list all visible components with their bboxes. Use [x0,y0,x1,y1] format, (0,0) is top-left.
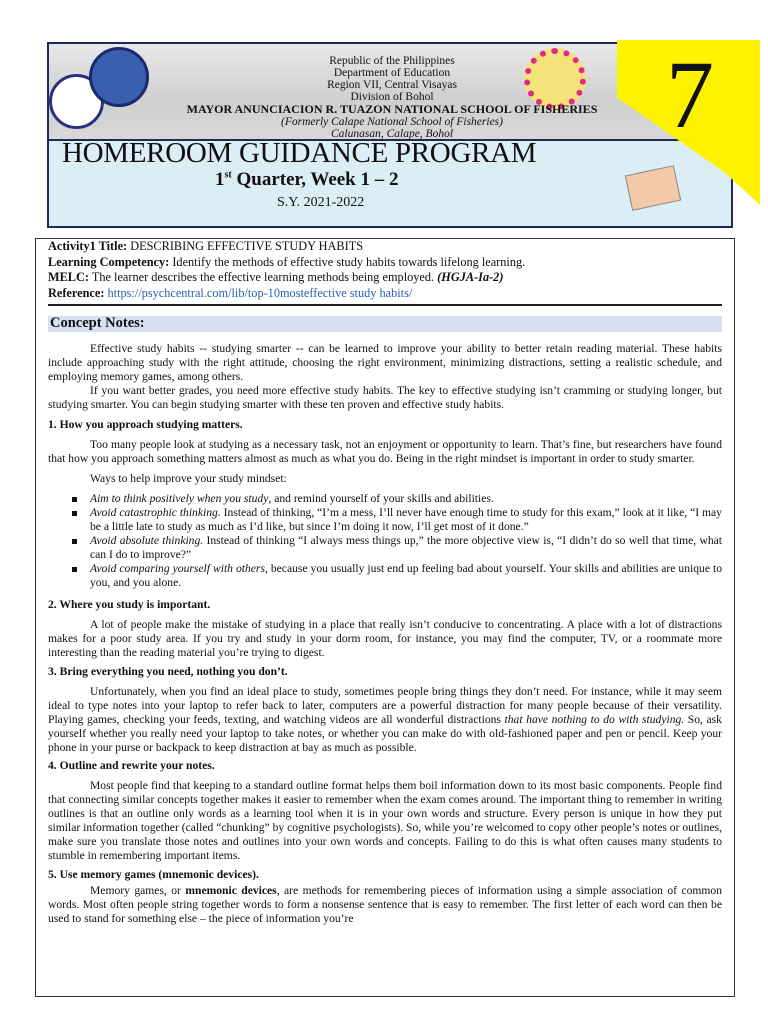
section-paragraph [48,685,722,755]
text: Unfortunately, when you find an ideal place to study, sometimes people bring things they don’t need. For instance, while it may seem ideal to type notes into your laptop to refer back to later, computers are a powerful distraction for many people because of their versatility. Playing games, checking your feeds, texting, and watching videos are all wonderful distractions [48,684,722,726]
divider [48,304,722,306]
item-lead: Aim to think positively when you study [90,492,269,506]
document-body [35,238,735,997]
header-line: Division of Bohol [350,91,434,103]
list-item [72,506,722,534]
value: Identify the methods of effective study habits towards lifelong learning. [169,254,526,269]
item-text: Instead of thinking “I always mess things up,” the more objective view is, “I didn’t do so well that time, what can I do to improve?” [90,533,722,561]
list-item [72,534,722,562]
program-title: HOMEROOM GUIDANCE PROGRAM [62,137,537,169]
learning-competency [48,255,722,271]
intro-paragraph: Effective study habits -- studying smarter -- can be learned to improve your ability to better retain reading material. These habits include approaching study with the right attitude, choosing the right environment, minimizing distractions, setting a realistic schedule, and employing memory games, among others. [48,341,722,383]
label: Reference: [48,285,105,300]
section-paragraph: Most people find that keeping to a standard outline format helps them boil information down to its most basic components. People find that connecting similar concepts together makes it easier to remember when the exam comes around. The important thing to remember in writing outlines is that an outline only words as a learning tool when it is in your own words and structure. Every person is unique in how they put similar information together (called “chunking” by cognitive psychologists). So, while you’re welcomed to copy other people’s notes or outlines, make sure you translate those notes and outlines into your own words and concepts. Failing to do this is what often causes many students to stumble in remembering important items. [48,779,722,862]
activity-title [48,239,722,255]
mindset-list [72,492,722,589]
grade-number: 7 [666,41,714,148]
item-text: , and remind yourself of your skills and abilities. [268,492,494,506]
quarter-label [215,169,399,191]
school-year: S.Y. 2021-2022 [277,195,365,210]
intro-paragraph: If you want better grades, you need more effective study habits. The key to effective studying isn’t cramming or studying longer, but studying smarter. You can begin studying smarter with these ten proven and effective study habits. [48,383,722,411]
item-text: , because you usually just end up feeling bad about yourself. Your skills and abilities are unique to you, and you alone. [90,561,722,589]
text-italic: that have nothing to do with studying. [504,712,685,726]
reference [48,286,722,302]
label: Learning Competency: [48,254,170,269]
school-address: Calunasan, Calape, Bohol [330,128,454,140]
label: MELC: [48,270,89,284]
quarter-sup: st [224,169,232,181]
header-line: Department of Education [333,67,451,79]
section-heading: 2. Where you study is important. [48,598,211,612]
item-lead: Avoid comparing yourself with others [90,561,265,575]
concept-notes-heading: Concept Notes: [48,316,722,332]
section-paragraph: Too many people look at studying as a necessary task, not an enjoyment or opportunity to learn. That’s fine, but researchers have found that how you approach something matters almost as much as what you do. Being in the right mindset is important in order to study smarter. [48,438,722,466]
list-item [72,492,722,506]
melc [48,270,722,286]
reference-link[interactable]: https://psychcentral.com/lib/top-10mosteffective study habits/ [107,285,413,300]
label: Activity1 Title: [48,239,128,253]
melc-code: (HGJA-Ia-2) [437,270,504,284]
item-text: Instead of thinking, “I’m a mess, I’ll never have enough time to study for this exam,” look at it like, “I may be a little late to study as much as I’d like, but since I’m doing it now, I’ll get most of it done.” [90,505,722,533]
section-heading: 1. How you approach studying matters. [48,418,243,432]
item-lead: Avoid absolute thinking. [90,533,204,547]
ways-label: Ways to help improve your study mindset: [90,472,287,486]
section-paragraph: A lot of people make the mistake of studying in a place that really isn’t conducive to concentrating. A place with a lot of distractions makes for a poor study area. If you try and study in your dorm room, for instance, you may find the computer, TV, or a roommate more interesting than the reading material you’re trying to digest. [48,618,722,660]
text: So, ask yourself whether you really need your laptop to take notes, or whether you can make do with old-fashioned paper and pen or pencil. Keep your phone in your purse or backpack to keep distraction at bay as much as possible. [48,712,722,754]
text: , are methods for remembering pieces of information using a simple association of common words. Most often people string together words to form a nonsense sentence that is easy to remember. The first letter of each word can then be used to stand for something else – the piece of information you’re [48,883,722,925]
value: The learner describes the effective learning methods being employed. [89,270,438,284]
value: DESCRIBING EFFECTIVE STUDY HABITS [127,239,364,253]
header-line: Region VII, Central Visayas [327,79,457,91]
section-heading: 5. Use memory games (mnemonic devices). [48,867,259,881]
header-line: Republic of the Philippines [329,55,455,67]
school-name: MAYOR ANUNCIACION R. TUAZON NATIONAL SCHOOL OF FISHERIES [186,102,598,116]
text: Memory games, or [90,883,186,897]
section-heading: 3. Bring everything you need, nothing you don’t. [48,665,288,679]
list-item [72,562,722,590]
school-formerly: (Formerly Calape National School of Fisheries) [281,116,503,128]
section-paragraph [48,884,722,926]
item-lead: Avoid catastrophic thinking. [90,505,221,519]
quarter-rest: Quarter, Week 1 – 2 [231,169,399,190]
section-heading: 4. Outline and rewrite your notes. [48,759,215,773]
text-bold: mnemonic devices [185,883,277,897]
quarter-num: 1 [215,169,225,190]
